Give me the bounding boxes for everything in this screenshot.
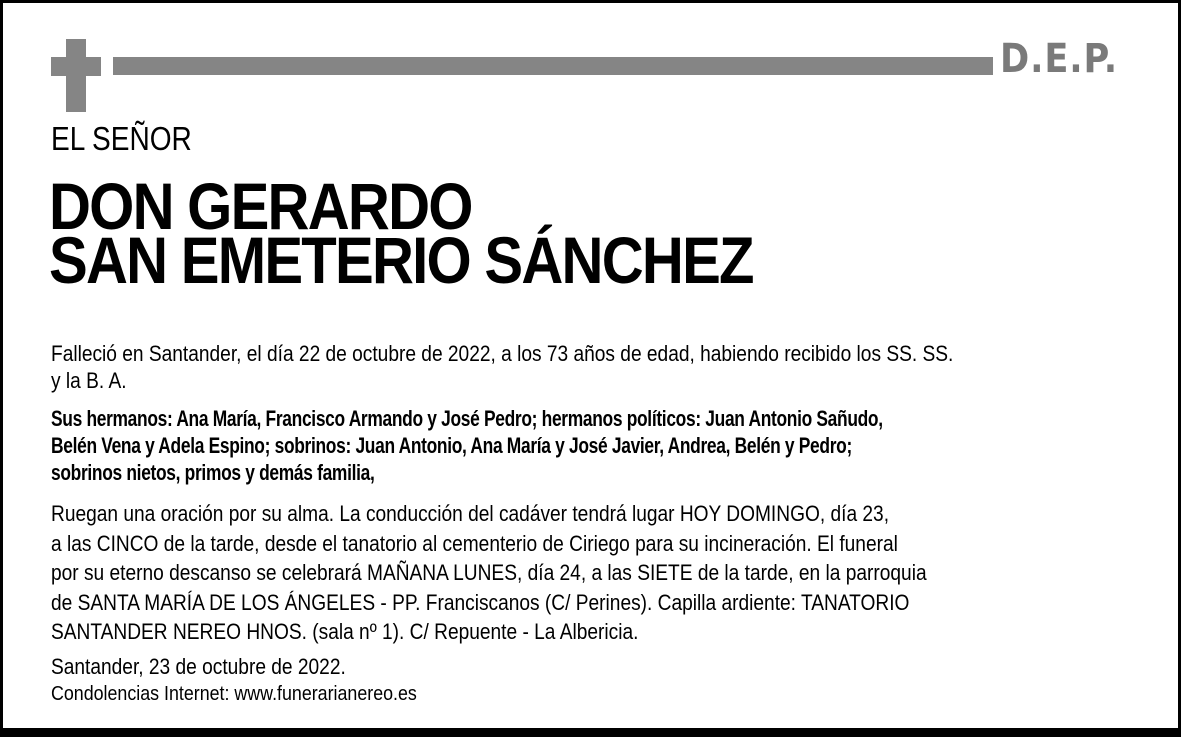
text-line: y la B. A. <box>51 368 127 393</box>
header-rule <box>113 57 993 75</box>
text-line: a las CINCO de la tarde, desde el tanatorio al cementerio de Ciriego para su incineración. El funeral <box>51 530 898 556</box>
place-date: Santander, 23 de octubre de 2022. <box>51 654 346 679</box>
text-line: Belén Vena y Adela Espino; sobrinos: Juan Antonio, Ana María y José Javier, Andrea, Belén y Pedro; <box>51 433 852 458</box>
cross-icon-arm <box>51 57 101 76</box>
family-paragraph <box>51 405 883 486</box>
title-prefix: EL SEÑOR <box>51 120 192 157</box>
text-line: Ruegan una oración por su alma. La conducción del cadáver tendrá lugar HOY DOMINGO, día 23, <box>51 501 890 526</box>
text-line: por su eterno descanso se celebrará MAÑANA LUNES, día 24, a las SIETE de la tarde, en la parroquia <box>51 560 927 585</box>
condolences-link[interactable]: Condolencias Internet: www.funerarianereo.es <box>51 682 417 705</box>
footer <box>51 653 417 707</box>
text-line: de SANTA MARÍA DE LOS ÁNGELES - PP. Franciscanos (C/ Perines). Capilla ardiente: TANATORIO <box>51 589 910 615</box>
text-line: Falleció en Santander, el día 22 de octubre de 2022, a los 73 años de edad, habiendo recibido los SS. SS. <box>51 341 954 366</box>
text-line: SANTANDER NEREO HNOS. (sala nº 1). C/ Repuente - La Albericia. <box>51 619 639 644</box>
deceased-name-line-2: SAN EMETERIO SÁNCHEZ <box>49 223 753 297</box>
deceased-name-line-1: DON GERARDO <box>49 169 472 243</box>
text-line: Sus hermanos: Ana María, Francisco Armando y José Pedro; hermanos políticos: Juan Antonio Sañudo, <box>51 406 883 431</box>
service-paragraph <box>51 499 927 647</box>
text-line: sobrinos nietos, primos y demás familia, <box>51 460 375 485</box>
death-paragraph <box>51 340 953 394</box>
dep-label: D.E.P. <box>1000 36 1119 82</box>
